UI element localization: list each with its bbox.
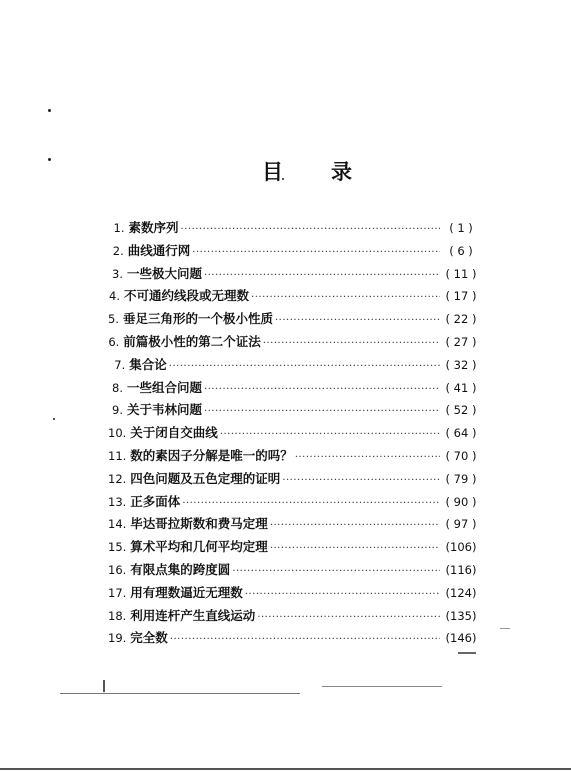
toc-entry <box>108 355 480 378</box>
toc-entry <box>108 583 480 606</box>
toc-entry <box>108 606 480 629</box>
toc-number: 5. <box>108 312 119 327</box>
toc-number: 7. <box>114 357 126 372</box>
toc-page: ( 22 ) <box>445 312 477 327</box>
scan-artifact-line <box>458 652 476 654</box>
toc-entry <box>108 537 480 560</box>
toc-entry <box>108 241 480 264</box>
toc-title: 集合论 <box>129 356 167 372</box>
toc-leader <box>245 589 440 600</box>
toc-number: 6. <box>108 334 120 349</box>
toc-number: 9. <box>112 403 124 418</box>
toc-title: 前篇极小性的第二个证法 <box>123 333 261 349</box>
toc-number: 15. <box>108 540 127 555</box>
scan-speck <box>48 158 51 161</box>
toc-leader <box>170 634 440 645</box>
toc-leader <box>270 520 440 531</box>
toc-number: 11. <box>108 448 127 463</box>
toc-leader <box>169 361 440 372</box>
toc-number: 14. <box>108 517 127 532</box>
toc-entry <box>108 492 480 515</box>
toc-page: ( 97 ) <box>445 517 477 532</box>
toc-leader <box>270 543 440 554</box>
toc-leader <box>192 247 440 258</box>
toc-number: 12. <box>108 471 127 486</box>
toc-page: ( 70 ) <box>445 448 477 463</box>
title-char-1: 目 <box>262 159 283 184</box>
toc-page: ( 52 ) <box>445 403 477 418</box>
toc-number: 10. <box>108 426 127 441</box>
toc-page: ( 11 ) <box>445 266 477 281</box>
toc-leader <box>220 429 440 440</box>
toc-title: 利用连杆产生直线运动 <box>130 607 256 623</box>
toc-entry <box>108 514 480 537</box>
toc-title: 用有理数逼近无理数 <box>130 584 243 600</box>
toc-entry <box>108 423 480 446</box>
toc-leader <box>275 315 440 326</box>
scan-artifact-line <box>103 680 105 692</box>
toc-entry <box>108 400 480 423</box>
toc-title: 垂足三角形的一个极小性质 <box>122 311 273 327</box>
toc-page: (146) <box>445 631 477 646</box>
scan-speck <box>48 109 51 112</box>
toc-leader <box>251 292 440 303</box>
scan-artifact-line <box>322 686 442 687</box>
toc-number: 13. <box>108 494 127 509</box>
toc-page: ( 32 ) <box>445 357 477 372</box>
toc-page: ( 64 ) <box>445 426 477 441</box>
toc-leader <box>282 475 440 486</box>
toc-number: 1. <box>113 221 125 235</box>
toc-entry <box>108 446 480 469</box>
toc-page: ( 6 ) <box>449 243 473 258</box>
toc-title: 素数序列 <box>128 220 179 235</box>
scan-speck <box>53 418 55 420</box>
toc-entry <box>108 628 480 651</box>
toc-page: (124) <box>445 585 477 600</box>
page-bottom-edge <box>0 768 571 770</box>
toc-entry <box>108 378 480 401</box>
toc-leader <box>204 406 440 417</box>
toc-title: 一些极大问题 <box>127 265 203 281</box>
toc-leader <box>232 566 440 577</box>
toc-leader <box>204 270 440 281</box>
table-of-contents <box>108 218 480 651</box>
toc-title: 一些组合问题 <box>127 379 203 395</box>
toc-page: (135) <box>445 608 477 623</box>
toc-page: ( 41 ) <box>445 380 477 395</box>
toc-leader <box>204 384 440 395</box>
toc-number: 3. <box>112 266 124 281</box>
toc-number: 18. <box>108 608 127 623</box>
toc-entry <box>108 560 480 583</box>
toc-leader <box>263 338 440 349</box>
scan-artifact-line <box>60 693 300 694</box>
toc-page: ( 17 ) <box>445 289 477 304</box>
toc-leader <box>295 452 440 463</box>
toc-leader <box>257 612 440 623</box>
toc-entry <box>108 218 480 241</box>
toc-title: 关于韦林问题 <box>127 402 203 418</box>
toc-page: ( 27 ) <box>445 334 477 349</box>
toc-title: 算术平均和几何平均定理 <box>130 539 268 555</box>
toc-title: 完全数 <box>130 630 168 646</box>
title-char-2: 录 <box>331 159 352 184</box>
toc-title: 不可通约线段或无理数 <box>124 288 250 304</box>
toc-page: ( 79 ) <box>445 471 477 486</box>
page-title <box>262 156 352 186</box>
toc-title: 毕达哥拉斯数和费马定理 <box>130 516 268 532</box>
toc-number: 17. <box>108 585 127 600</box>
toc-title: 曲线通行网 <box>127 242 191 258</box>
toc-entry <box>108 332 480 355</box>
toc-leader <box>181 224 440 235</box>
toc-page: ( 1 ) <box>449 221 473 235</box>
toc-entry <box>108 286 480 309</box>
toc-entry <box>108 469 480 492</box>
toc-number: 8. <box>112 380 124 395</box>
toc-page: (106) <box>445 540 477 555</box>
toc-number: 4. <box>109 289 121 304</box>
toc-title: 四色问题及五色定理的证明 <box>130 470 281 486</box>
toc-title: 关于闭自交曲线 <box>130 425 218 441</box>
toc-title: 正多面体 <box>130 493 181 509</box>
toc-entry <box>108 309 480 332</box>
toc-page: (116) <box>445 562 477 577</box>
toc-entry <box>108 264 480 287</box>
toc-number: 19. <box>108 631 127 646</box>
scan-artifact-line <box>500 628 510 629</box>
toc-title: 数的素因子分解是唯一的吗？ <box>130 447 293 463</box>
toc-page: ( 90 ) <box>445 494 477 509</box>
toc-number: 16. <box>108 562 127 577</box>
toc-title: 有限点集的跨度圆 <box>130 561 231 577</box>
toc-leader <box>182 498 440 509</box>
toc-number: 2. <box>112 243 124 258</box>
